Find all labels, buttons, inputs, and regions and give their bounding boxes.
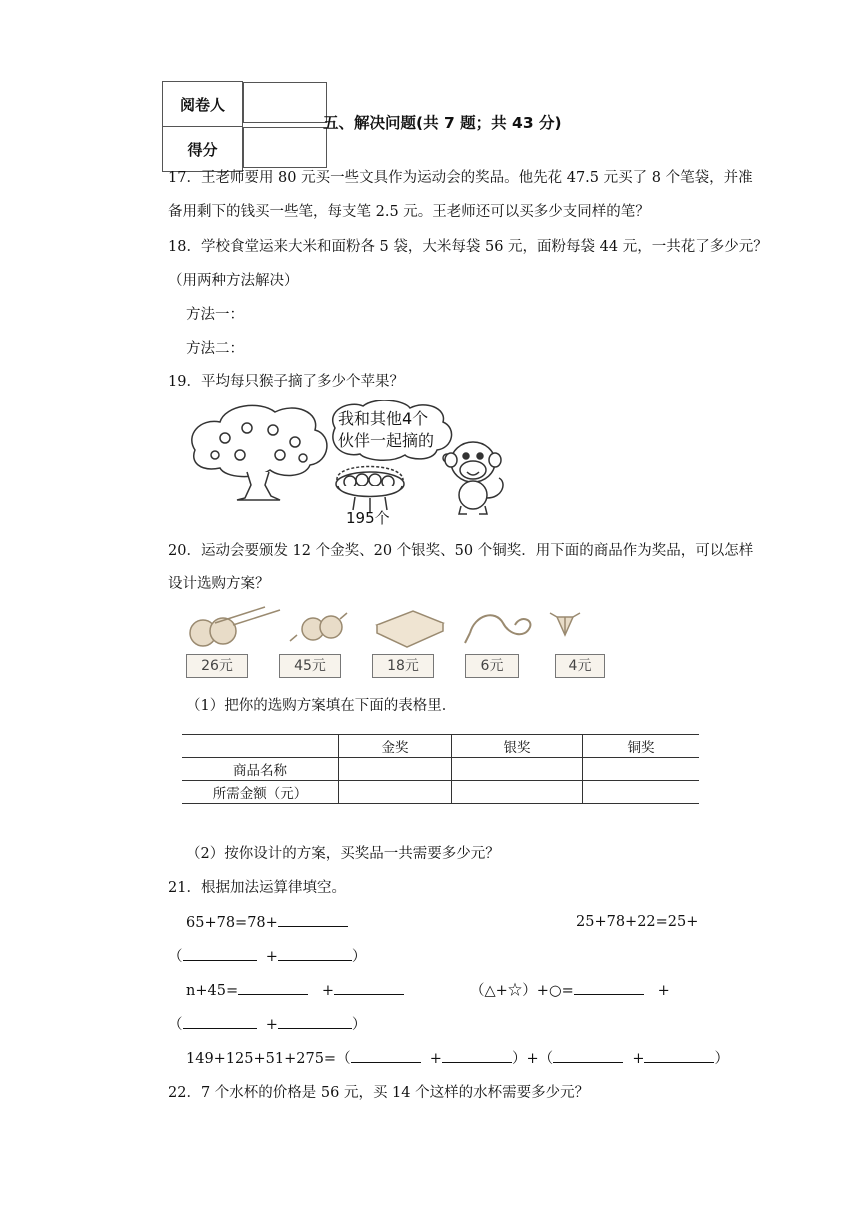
q21-eq4-cont xyxy=(168,1014,366,1035)
shuttlecock-icon xyxy=(550,613,580,635)
bubble-line1: 我和其他4个 xyxy=(338,409,429,428)
eq5-text: 149+125+51+275= xyxy=(186,1051,337,1067)
q18-line2: （用两种方法解决） xyxy=(168,273,299,289)
plan-cell[interactable] xyxy=(583,758,700,781)
plan-row-label-goods: 商品名称 xyxy=(233,763,287,779)
q20-line1: 20．运动会要颁发 12 个金奖、20 个银奖、50 个铜奖．用下面的商品作为奖品，可以怎样 xyxy=(168,543,754,559)
q21-eq2-cont xyxy=(168,946,366,967)
plus-sign: + xyxy=(265,1017,278,1033)
q21-eq1 xyxy=(186,912,348,933)
plus-sign: + xyxy=(657,983,670,999)
plan-header-gold: 金奖 xyxy=(339,735,452,758)
answer-blank[interactable] xyxy=(183,946,257,961)
q17-line2: 备用剩下的钱买一些笔，每支笔 2.5 元。王老师还可以买多少支同样的笔？ xyxy=(168,204,650,220)
answer-blank[interactable] xyxy=(278,1014,352,1029)
apple-tree-icon xyxy=(192,405,327,500)
answer-blank[interactable] xyxy=(278,912,348,927)
q20-line2: 设计选购方案？ xyxy=(168,576,270,592)
answer-blank[interactable] xyxy=(278,946,352,961)
prize-items xyxy=(185,605,605,655)
q18-line1: 18．学校食堂运来大米和面粉各 5 袋，大米每袋 56 元，面粉每袋 44 元，一共花了多少元？ xyxy=(168,239,768,255)
price-tag-5: 4元 xyxy=(555,654,605,678)
reviewer-cell xyxy=(243,82,327,123)
eq4-text: （△+☆）+○= xyxy=(470,983,574,999)
q21-eq3 xyxy=(186,980,404,1001)
eq1-text: 65+78=78+ xyxy=(186,915,278,931)
answer-blank[interactable] xyxy=(644,1048,714,1063)
q21-text: 21．根据加法运算律填空。 xyxy=(168,880,346,896)
q17-line1: 17．王老师要用 80 元买一些文具作为运动会的奖品。他先花 47.5 元买了 8 个笔袋，并准 xyxy=(168,170,753,186)
plus-sign: + xyxy=(265,949,278,965)
q21-eq4 xyxy=(470,980,670,1001)
plan-row-label-amount: 所需金额（元） xyxy=(212,786,308,802)
plus-sign: + xyxy=(321,983,335,999)
answer-blank[interactable] xyxy=(238,980,308,995)
price-tag-4: 6元 xyxy=(465,654,519,678)
paren-open: （ xyxy=(168,949,183,965)
section-title: 五、解决问题(共 7 题；共 43 分) xyxy=(323,114,562,132)
score-box xyxy=(162,81,328,172)
plan-table xyxy=(182,734,699,804)
score-cell xyxy=(243,127,327,168)
plan-cell[interactable] xyxy=(583,781,700,804)
price-tag-3: 18元 xyxy=(372,654,434,678)
paren-open: （ xyxy=(336,1051,351,1067)
q21-eq2: 25+78+22=25+ xyxy=(576,914,699,930)
jump-rope-icon xyxy=(465,615,530,643)
plan-cell[interactable] xyxy=(452,758,583,781)
badminton-racket-icon xyxy=(190,607,280,646)
q22-text: 22．7 个水杯的价格是 56 元，买 14 个这样的水杯需要多少元？ xyxy=(168,1085,590,1101)
basket-count: 195个 xyxy=(346,509,390,527)
answer-blank[interactable] xyxy=(183,1014,257,1029)
plus-sign: + xyxy=(429,1051,442,1067)
paren-open: （ xyxy=(168,1017,183,1033)
paren-close: ） xyxy=(351,1017,367,1033)
q18-method2: 方法二： xyxy=(186,341,244,357)
price-tag-2: 45元 xyxy=(279,654,341,678)
ping-pong-paddle-icon xyxy=(290,613,347,641)
mid-plus: ）+（ xyxy=(511,1051,554,1067)
q20-sub2: （2）按你设计的方案，买奖品一共需要多少元？ xyxy=(186,846,500,862)
eq3-text: n+45= xyxy=(186,983,239,999)
price-tag-1: 26元 xyxy=(186,654,248,678)
chess-box-icon xyxy=(377,611,443,647)
answer-blank[interactable] xyxy=(574,980,644,995)
q19-text: 19．平均每只猴子摘了多少个苹果？ xyxy=(168,374,404,390)
plan-cell[interactable] xyxy=(339,781,452,804)
reviewer-label: 阅卷人 xyxy=(163,82,243,127)
plan-header-bronze: 铜奖 xyxy=(583,735,700,758)
plan-header-blank xyxy=(182,735,339,758)
bubble-line2: 伙伴一起摘的 xyxy=(338,431,435,450)
plus-sign: + xyxy=(632,1051,645,1067)
paren-close: ） xyxy=(351,949,367,965)
score-label: 得分 xyxy=(163,127,243,172)
q20-sub1: （1）把你的选购方案填在下面的表格里． xyxy=(186,698,457,714)
q21-eq5 xyxy=(186,1048,729,1069)
answer-blank[interactable] xyxy=(553,1048,623,1063)
plan-cell[interactable] xyxy=(452,781,583,804)
monkey-icon xyxy=(445,442,503,514)
q18-method1: 方法一： xyxy=(186,307,244,323)
answer-blank[interactable] xyxy=(351,1048,421,1063)
answer-blank[interactable] xyxy=(334,980,404,995)
plan-cell[interactable] xyxy=(339,758,452,781)
paren-close: ） xyxy=(714,1051,729,1067)
plan-header-silver: 银奖 xyxy=(452,735,583,758)
answer-blank[interactable] xyxy=(442,1048,512,1063)
apple-basket-icon xyxy=(336,467,404,513)
